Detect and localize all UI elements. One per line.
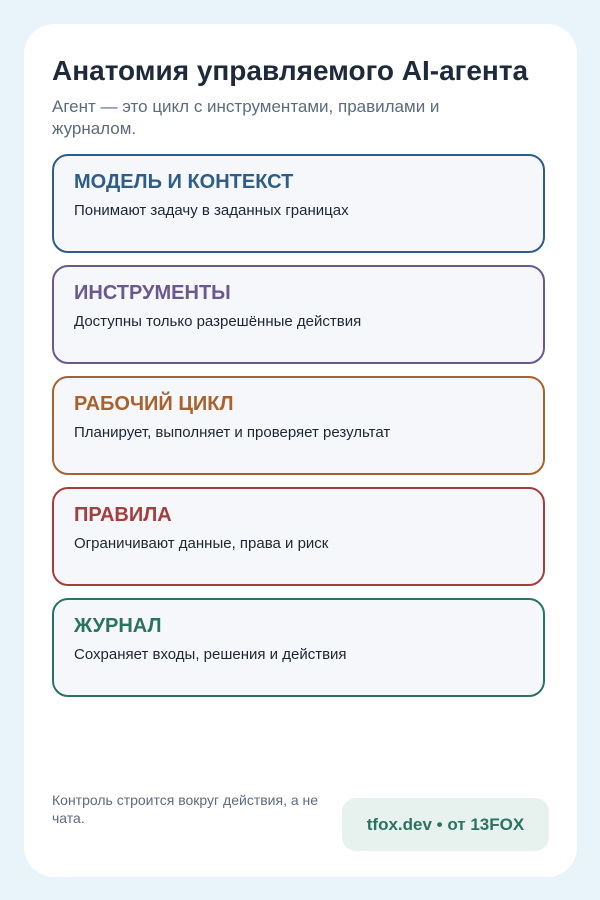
block-heading: МОДЕЛЬ И КОНТЕКСТ (74, 171, 294, 193)
block-heading: ИНСТРУМЕНТЫ (74, 282, 231, 304)
block-heading: ЖУРНАЛ (74, 615, 162, 637)
block-journal (52, 598, 545, 697)
block-description: Планирует, выполняет и проверяет результат (74, 424, 391, 441)
block-description: Доступны только разрешённые действия (74, 313, 362, 330)
page-subtitle: Агент — это цикл с инструментами, правилами и журналом. (52, 97, 440, 138)
block-tools (52, 265, 545, 364)
block-heading: РАБОЧИЙ ЦИКЛ (74, 393, 234, 415)
brand-badge: tfox.dev • от 13FOX (342, 798, 549, 851)
block-description: Сохраняет входы, решения и действия (74, 646, 347, 663)
block-model-context (52, 154, 545, 253)
footer-note: Контроль строится вокруг действия, а не чата. (52, 792, 319, 826)
block-heading: ПРАВИЛА (74, 504, 172, 526)
block-description: Понимают задачу в заданных границах (74, 202, 349, 219)
page-title: Анатомия управляемого AI-агента (52, 55, 529, 86)
block-description: Ограничивают данные, права и риск (74, 535, 329, 552)
infographic-card (24, 24, 577, 877)
block-work-cycle (52, 376, 545, 475)
block-rules (52, 487, 545, 586)
